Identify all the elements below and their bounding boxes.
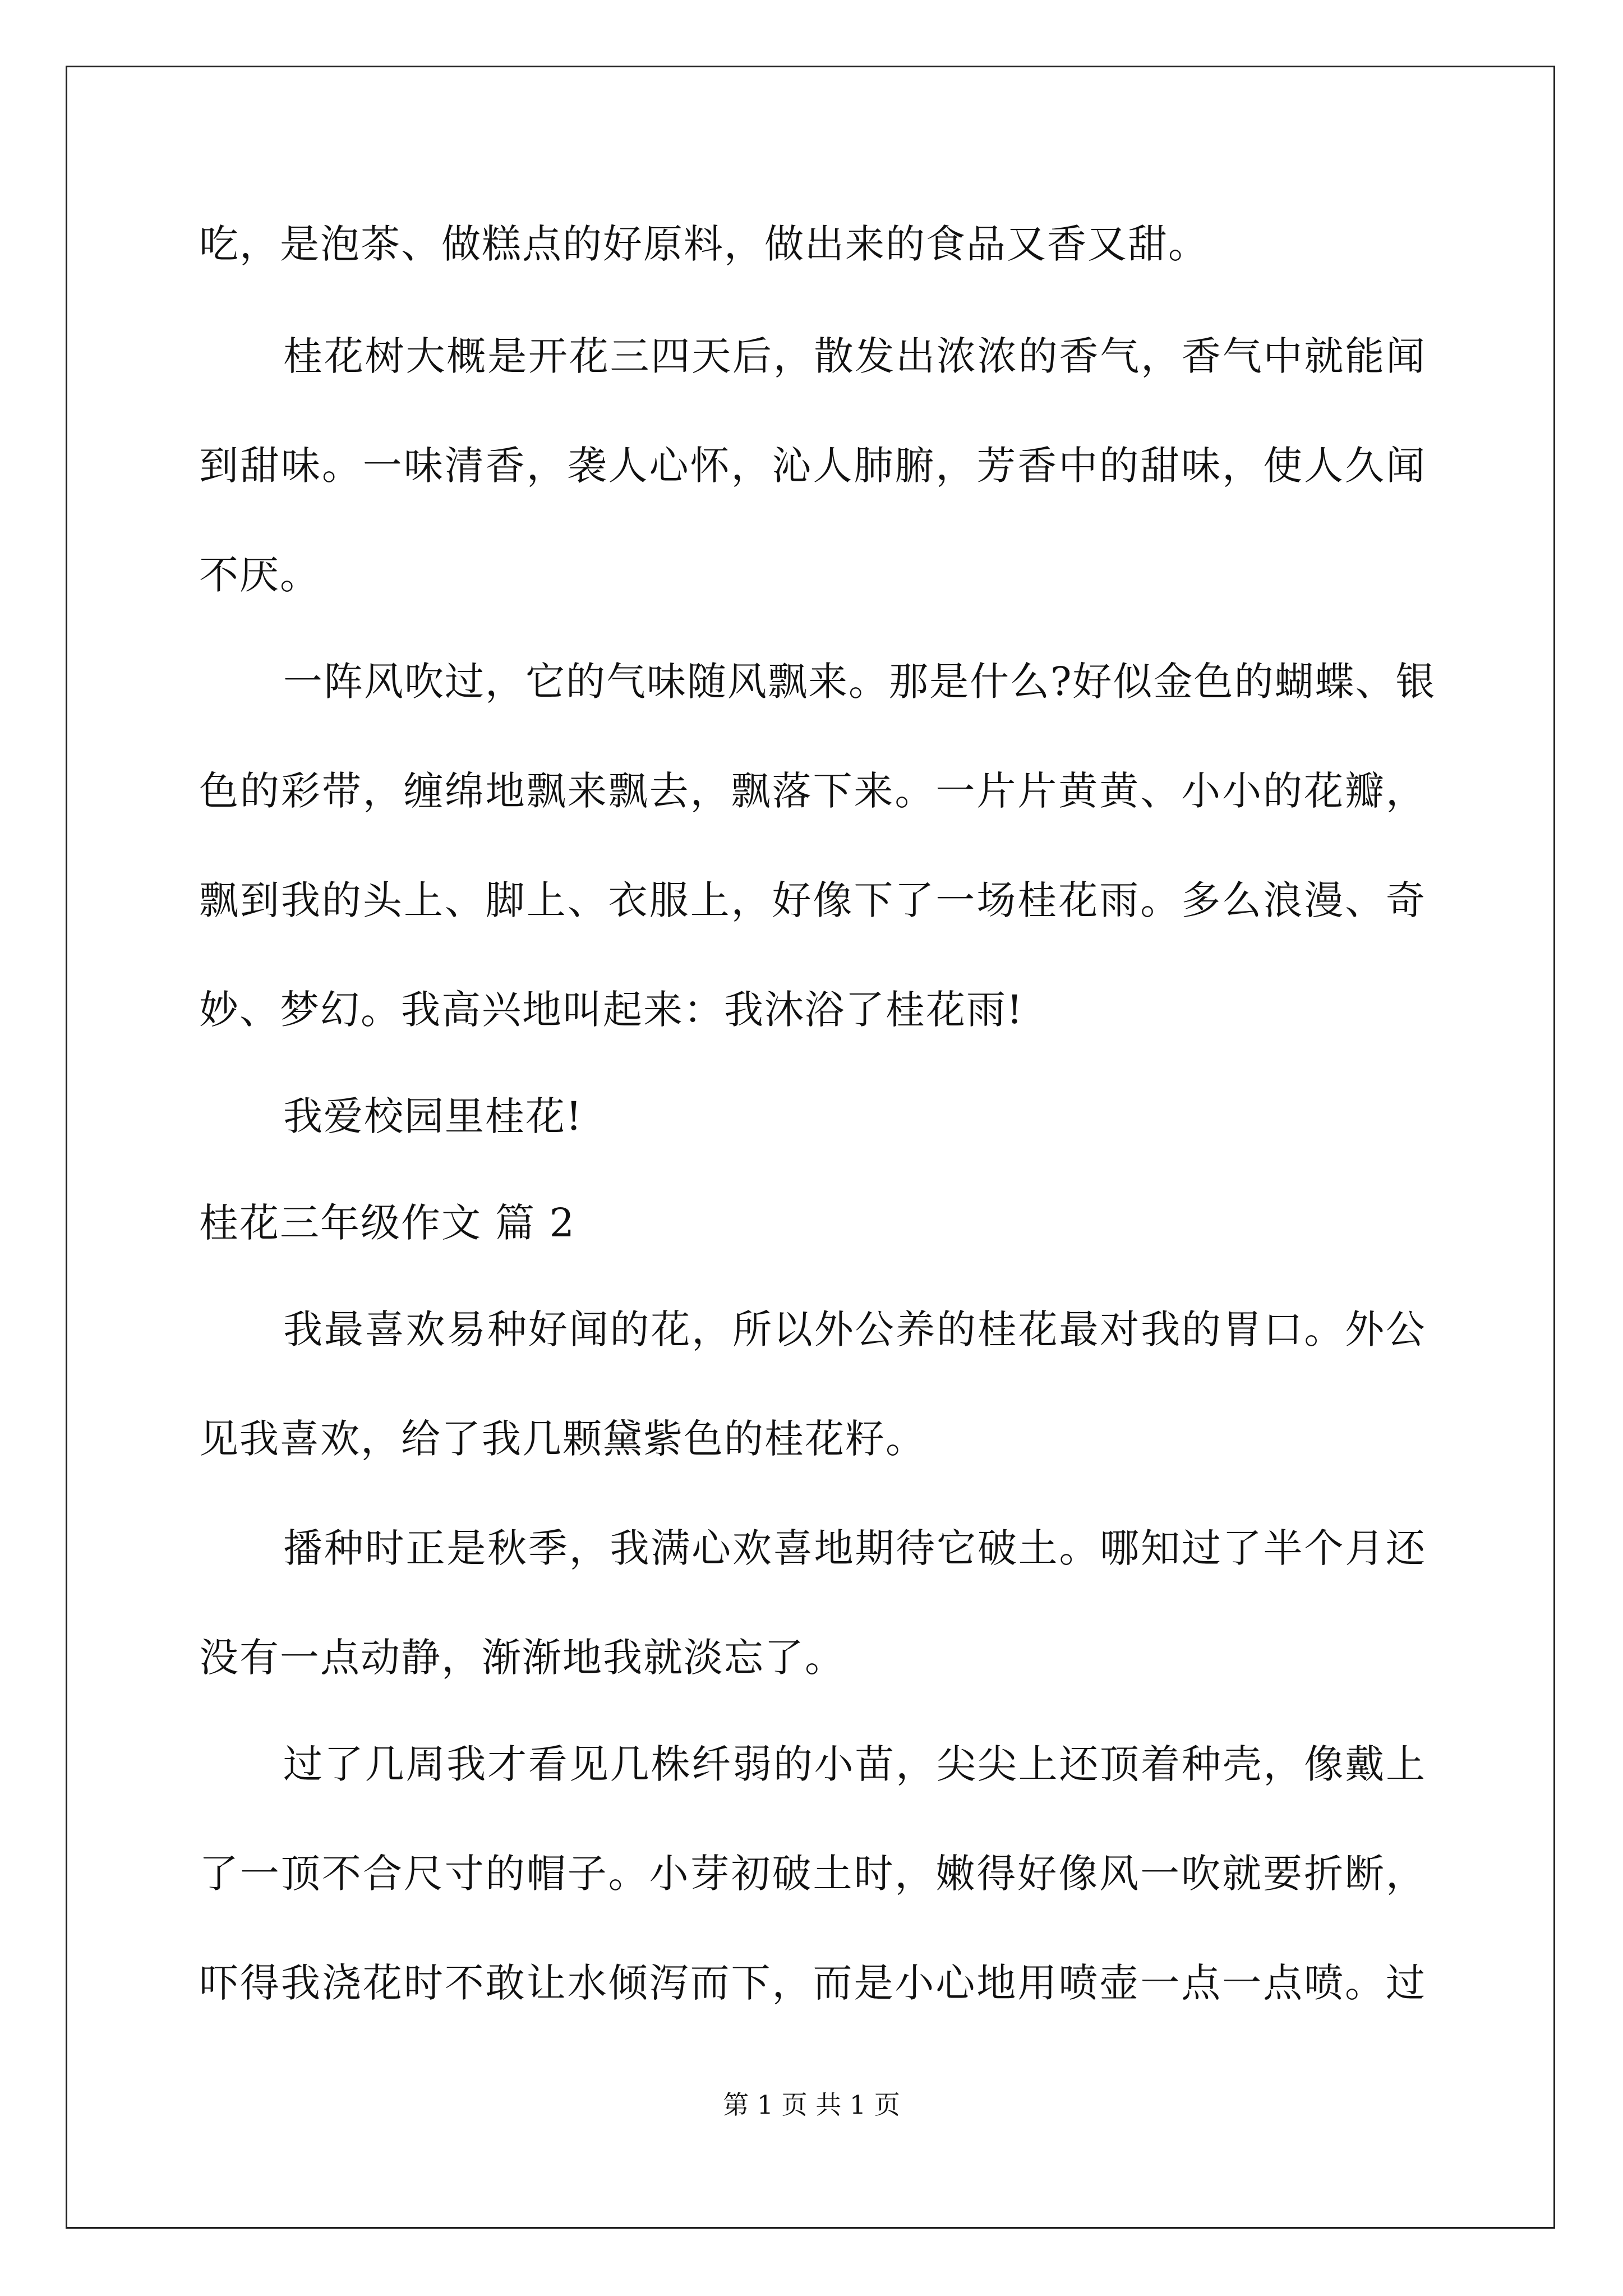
page-footer <box>0 2088 1623 2122</box>
text-line: 桂花树大概是开花三四天后，散发出浓浓的香气，香气中就能闻 <box>283 333 1426 379</box>
text-line: 一阵风吹过，它的气味随风飘来。那是什么?好似金色的蝴蝶、银 <box>283 659 1436 705</box>
text-line: 不厌。 <box>199 552 320 598</box>
text-line: 吓得我浇花时不敢让水倾泻而下，而是小心地用喷壶一点一点喷。过 <box>199 1960 1426 2006</box>
text-line: 色的彩带，缠绵地飘来飘去，飘落下来。一片片黄黄、小小的花瓣， <box>199 768 1426 814</box>
text-line: 播种时正是秋季，我满心欢喜地期待它破土。哪知过了半个月还 <box>283 1525 1426 1571</box>
text-line: 我最喜欢易种好闻的花，所以外公养的桂花最对我的胃口。外公 <box>283 1306 1426 1352</box>
text-line: 了一顶不合尺寸的帽子。小芽初破土时，嫩得好像风一吹就要折断， <box>199 1851 1426 1897</box>
text-line: 飘到我的头上、脚上、衣服上，好像下了一场桂花雨。多么浪漫、奇 <box>199 877 1426 923</box>
text-line: 吃，是泡茶、做糕点的好原料，做出来的食品又香又甜。 <box>199 221 1209 267</box>
page-border <box>66 66 1555 2229</box>
text-line: 过了几周我才看见几株纤弱的小苗，尖尖上还顶着种壳，像戴上 <box>283 1741 1426 1787</box>
section-heading: 桂花三年级作文 篇 2 <box>199 1200 576 1246</box>
text-line: 我爱校园里桂花! <box>283 1093 583 1139</box>
page-number-label: 第 1 页 共 1 页 <box>723 2090 900 2120</box>
text-line: 没有一点动静，渐渐地我就淡忘了。 <box>199 1635 845 1681</box>
text-line: 妙、梦幻。我高兴地叫起来：我沐浴了桂花雨! <box>199 987 1024 1033</box>
text-line: 到甜味。一味清香，袭人心怀，沁人肺腑，芳香中的甜味，使人久闻 <box>199 443 1426 489</box>
text-line: 见我喜欢，给了我几颗黛紫色的桂花籽。 <box>199 1416 926 1462</box>
